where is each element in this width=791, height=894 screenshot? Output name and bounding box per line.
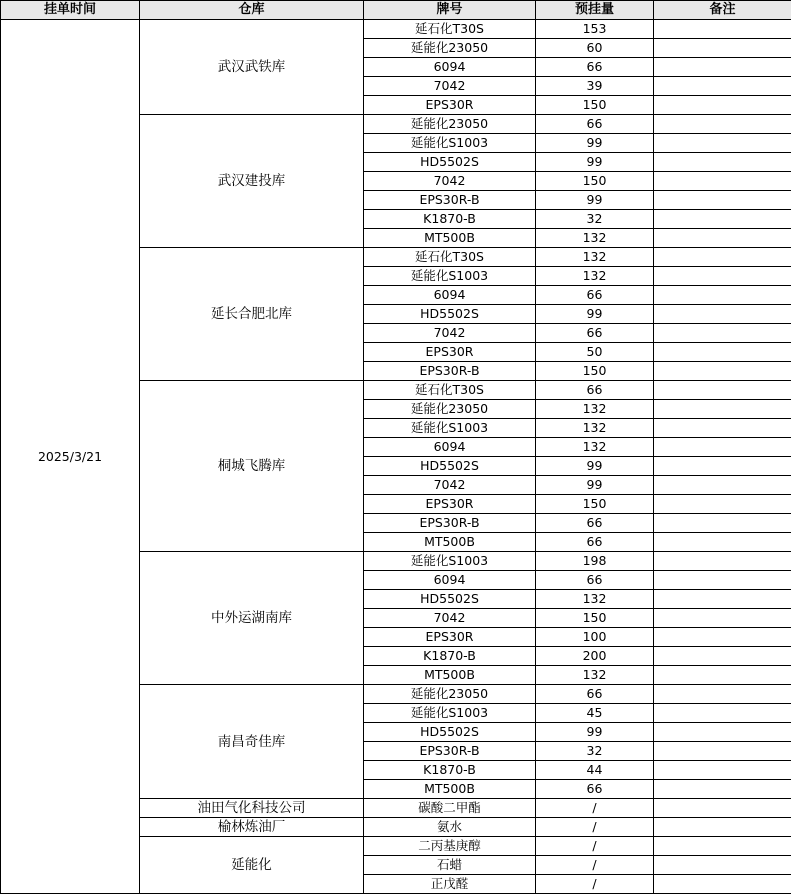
quantity-cell: / [536, 856, 654, 875]
grade-cell: K1870-B [364, 761, 536, 780]
quantity-cell: 99 [536, 153, 654, 172]
grade-cell: MT500B [364, 533, 536, 552]
remark-cell [654, 381, 791, 400]
table-body [1, 20, 791, 894]
grade-cell: 6094 [364, 571, 536, 590]
remark-cell [654, 58, 791, 77]
remark-cell [654, 495, 791, 514]
remark-cell [654, 20, 791, 39]
quantity-cell: 66 [536, 286, 654, 305]
remark-cell [654, 229, 791, 248]
quantity-cell: / [536, 818, 654, 837]
quantity-cell: 66 [536, 324, 654, 343]
quantity-cell: 99 [536, 476, 654, 495]
quantity-cell: 44 [536, 761, 654, 780]
quantity-cell: 99 [536, 723, 654, 742]
grade-cell: 延能化S1003 [364, 552, 536, 571]
remark-cell [654, 704, 791, 723]
remark-cell [654, 210, 791, 229]
warehouse-cell: 武汉建投库 [140, 115, 364, 248]
grade-cell: HD5502S [364, 153, 536, 172]
quantity-cell: 132 [536, 229, 654, 248]
remark-cell [654, 191, 791, 210]
header-warehouse: 仓库 [140, 1, 364, 20]
quantity-cell: 100 [536, 628, 654, 647]
grade-cell: 延能化23050 [364, 115, 536, 134]
quantity-cell: 45 [536, 704, 654, 723]
warehouse-cell: 南昌奇佳库 [140, 685, 364, 799]
quantity-cell: 39 [536, 77, 654, 96]
quantity-cell: / [536, 799, 654, 818]
header-date: 挂单时间 [1, 1, 140, 20]
remark-cell [654, 685, 791, 704]
remark-cell [654, 305, 791, 324]
grade-cell: MT500B [364, 780, 536, 799]
grade-cell: EPS30R-B [364, 514, 536, 533]
grade-cell: 延能化S1003 [364, 134, 536, 153]
remark-cell [654, 609, 791, 628]
grade-cell: K1870-B [364, 647, 536, 666]
quantity-cell: 99 [536, 134, 654, 153]
grade-cell: 延能化S1003 [364, 704, 536, 723]
remark-cell [654, 780, 791, 799]
remark-cell [654, 742, 791, 761]
quantity-cell: 132 [536, 438, 654, 457]
remark-cell [654, 438, 791, 457]
warehouse-cell: 桐城飞腾库 [140, 381, 364, 552]
grade-cell: EPS30R-B [364, 742, 536, 761]
grade-cell: 6094 [364, 438, 536, 457]
remark-cell [654, 324, 791, 343]
quantity-cell: 132 [536, 400, 654, 419]
remark-cell [654, 115, 791, 134]
remark-cell [654, 818, 791, 837]
remark-cell [654, 96, 791, 115]
grade-cell: 延石化T30S [364, 248, 536, 267]
quantity-cell: 66 [536, 533, 654, 552]
quantity-cell: 32 [536, 742, 654, 761]
grade-cell: K1870-B [364, 210, 536, 229]
remark-cell [654, 856, 791, 875]
remark-cell [654, 533, 791, 552]
quantity-cell: 66 [536, 381, 654, 400]
grade-cell: 延石化T30S [364, 381, 536, 400]
remark-cell [654, 286, 791, 305]
remark-cell [654, 248, 791, 267]
warehouse-cell: 榆林炼油厂 [140, 818, 364, 837]
grade-cell: 氨水 [364, 818, 536, 837]
remark-cell [654, 77, 791, 96]
quantity-cell: 66 [536, 514, 654, 533]
grade-cell: 延能化23050 [364, 685, 536, 704]
warehouse-cell: 油田气化科技公司 [140, 799, 364, 818]
grade-cell: 延能化S1003 [364, 419, 536, 438]
quantity-cell: 132 [536, 248, 654, 267]
quantity-cell: 150 [536, 362, 654, 381]
remark-cell [654, 457, 791, 476]
grade-cell: EPS30R [364, 495, 536, 514]
grade-cell: 7042 [364, 324, 536, 343]
grade-cell: 延能化S1003 [364, 267, 536, 286]
remark-cell [654, 837, 791, 856]
warehouse-cell: 延能化 [140, 837, 364, 894]
grade-cell: 7042 [364, 476, 536, 495]
grade-cell: HD5502S [364, 457, 536, 476]
quantity-cell: 153 [536, 20, 654, 39]
quantity-cell: 66 [536, 58, 654, 77]
warehouse-cell: 延长合肥北库 [140, 248, 364, 381]
header-remark: 备注 [654, 1, 791, 20]
remark-cell [654, 39, 791, 58]
grade-cell: EPS30R [364, 96, 536, 115]
quantity-cell: 150 [536, 172, 654, 191]
quantity-cell: 200 [536, 647, 654, 666]
quantity-cell: 132 [536, 419, 654, 438]
remark-cell [654, 552, 791, 571]
remark-cell [654, 799, 791, 818]
remark-cell [654, 666, 791, 685]
grade-cell: EPS30R-B [364, 362, 536, 381]
quantity-cell: 66 [536, 571, 654, 590]
grade-cell: 正戊醛 [364, 875, 536, 894]
header-row [1, 1, 791, 20]
quantity-cell: 66 [536, 685, 654, 704]
grade-cell: MT500B [364, 666, 536, 685]
remark-cell [654, 571, 791, 590]
quantity-cell: 50 [536, 343, 654, 362]
grade-cell: 7042 [364, 609, 536, 628]
grade-cell: 延石化T30S [364, 20, 536, 39]
grade-cell: EPS30R [364, 628, 536, 647]
grade-cell: HD5502S [364, 723, 536, 742]
grade-cell: 碳酸二甲酯 [364, 799, 536, 818]
remark-cell [654, 628, 791, 647]
warehouse-cell: 武汉武铁库 [140, 20, 364, 115]
table-row [1, 20, 791, 39]
grade-cell: 7042 [364, 77, 536, 96]
remark-cell [654, 134, 791, 153]
grade-cell: HD5502S [364, 590, 536, 609]
quantity-cell: / [536, 837, 654, 856]
header-grade: 牌号 [364, 1, 536, 20]
grade-cell: 6094 [364, 286, 536, 305]
remark-cell [654, 172, 791, 191]
grade-cell: 石蜡 [364, 856, 536, 875]
grade-cell: 7042 [364, 172, 536, 191]
quantity-cell: 132 [536, 666, 654, 685]
remark-cell [654, 761, 791, 780]
quantity-cell: / [536, 875, 654, 894]
quantity-cell: 150 [536, 495, 654, 514]
warehouse-cell: 中外运湖南库 [140, 552, 364, 685]
quantity-cell: 99 [536, 191, 654, 210]
grade-cell: 延能化23050 [364, 400, 536, 419]
grade-cell: 延能化23050 [364, 39, 536, 58]
header-quantity: 预挂量 [536, 1, 654, 20]
grade-cell: MT500B [364, 229, 536, 248]
quantity-cell: 150 [536, 609, 654, 628]
grade-cell: EPS30R [364, 343, 536, 362]
remark-cell [654, 590, 791, 609]
remark-cell [654, 362, 791, 381]
quantity-cell: 198 [536, 552, 654, 571]
remark-cell [654, 153, 791, 172]
quantity-cell: 132 [536, 267, 654, 286]
remark-cell [654, 647, 791, 666]
quantity-cell: 60 [536, 39, 654, 58]
remark-cell [654, 514, 791, 533]
remark-cell [654, 267, 791, 286]
quantity-cell: 99 [536, 457, 654, 476]
grade-cell: EPS30R-B [364, 191, 536, 210]
grade-cell: HD5502S [364, 305, 536, 324]
quantity-cell: 132 [536, 590, 654, 609]
quantity-cell: 32 [536, 210, 654, 229]
remark-cell [654, 723, 791, 742]
grade-cell: 6094 [364, 58, 536, 77]
remark-cell [654, 476, 791, 495]
quantity-cell: 99 [536, 305, 654, 324]
remark-cell [654, 875, 791, 894]
grade-cell: 二丙基庚醇 [364, 837, 536, 856]
remark-cell [654, 419, 791, 438]
quantity-cell: 66 [536, 780, 654, 799]
quantity-cell: 150 [536, 96, 654, 115]
remark-cell [654, 343, 791, 362]
remark-cell [654, 400, 791, 419]
quantity-cell: 66 [536, 115, 654, 134]
listing-date: 2025/3/21 [1, 20, 140, 894]
